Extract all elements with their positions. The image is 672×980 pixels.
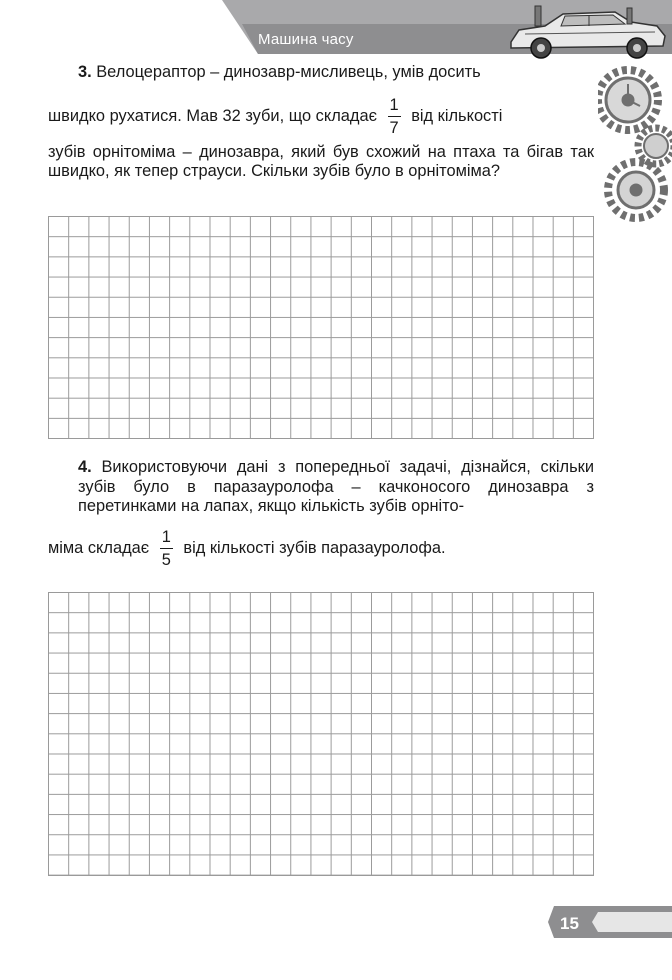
- task-4: [48, 458, 594, 569]
- task-3-number: 3.: [78, 63, 92, 81]
- task-3: [48, 63, 594, 182]
- fraction-denominator: 7: [389, 119, 399, 138]
- task-4-number: 4.: [78, 458, 92, 476]
- task-3-rest: зубів орнітоміма – динозавра, який був схожий на птаха та бігав так швидко, як тепер страуси. Скільки зубів було в орнітоміма?: [48, 142, 594, 181]
- task-4-text: Використовуючи дані з попередньої задачі, дізнайся, скільки зубів було в паразауролофа – качконосого динозавра з перетинками на лапах, якщо кількість зубів орніто-: [78, 458, 594, 516]
- fraction-numerator: 1: [161, 528, 171, 547]
- fraction-denominator: 5: [161, 551, 171, 570]
- task-3-line-1: Велоцераптор – динозавр-мисливець, умів досить: [96, 63, 481, 81]
- task-3-line-2-before: швидко рухатися. Мав 32 зуби, що складає: [48, 106, 377, 125]
- chapter-title: Машина часу: [258, 31, 354, 48]
- gears-icon: [598, 60, 672, 230]
- time-machine-car-icon: [505, 4, 670, 60]
- task-4-last-before: міма складає: [48, 539, 150, 558]
- task-4-last-after: від кількості зубів паразауролофа.: [183, 539, 446, 558]
- answer-grid-task-4[interactable]: [48, 592, 594, 876]
- task-3-line-2-after: від кількості: [411, 106, 503, 125]
- fraction-one-fifth: [160, 529, 173, 569]
- fraction-one-seventh: [388, 97, 401, 137]
- page-number: 15: [560, 914, 579, 933]
- fraction-numerator: 1: [389, 95, 399, 114]
- answer-grid-task-3[interactable]: [48, 216, 594, 439]
